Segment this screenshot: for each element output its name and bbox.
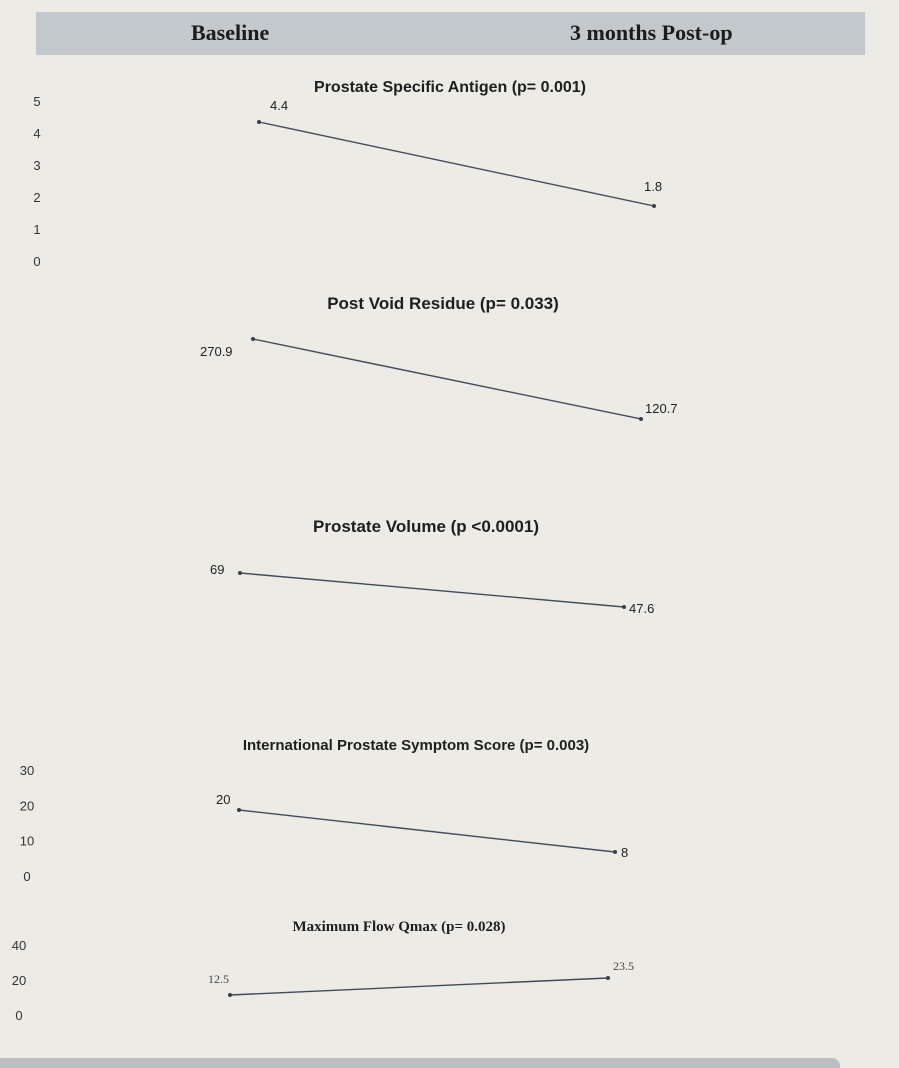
chart-4-y-tick-0: 0 <box>23 869 31 884</box>
chart-5-y-tick-0: 0 <box>15 1008 23 1023</box>
chart-5-label-postop: 23.5 <box>613 959 634 973</box>
chart-3-label-baseline: 69 <box>210 562 225 577</box>
chart-2-label-baseline: 270.9 <box>200 344 233 359</box>
chart-2-series-line <box>253 339 641 419</box>
chart-1-label-baseline: 4.4 <box>270 98 289 113</box>
header-baseline-label: Baseline <box>191 20 270 45</box>
chart-2-title: Post Void Residue (p= 0.033) <box>327 294 559 313</box>
chart-3-point-baseline <box>238 571 242 575</box>
chart-1-y-tick-2: 2 <box>33 190 41 205</box>
footer-bar <box>0 1058 840 1068</box>
chart-2-point-postop <box>639 417 643 421</box>
chart-1-y-tick-3: 3 <box>33 158 41 173</box>
header-postop-label: 3 months Post-op <box>570 20 733 45</box>
chart-5-y-tick-20: 20 <box>11 973 27 988</box>
chart-5-y-tick-40: 40 <box>11 938 27 953</box>
chart-3-point-postop <box>622 605 626 609</box>
chart-1-point-baseline <box>257 120 261 124</box>
chart-3-series-line <box>240 573 624 607</box>
chart-2-label-postop: 120.7 <box>645 401 678 416</box>
chart-4-y-tick-30: 30 <box>19 763 35 778</box>
chart-1-title: Prostate Specific Antigen (p= 0.001) <box>314 79 586 96</box>
chart-1-label-postop: 1.8 <box>644 179 663 194</box>
chart-3-title: Prostate Volume (p <0.0001) <box>313 517 539 536</box>
chart-4-point-postop <box>613 850 617 854</box>
chart-4-title: International Prostate Symptom Score (p= 0.003) <box>242 737 590 754</box>
chart-5-point-baseline <box>228 993 232 997</box>
chart-3-label-postop: 47.6 <box>629 601 655 616</box>
chart-4-y-tick-10: 10 <box>19 833 35 849</box>
chart-4-label-baseline: 20 <box>216 792 231 807</box>
chart-5-title: Maximum Flow Qmax (p= 0.028) <box>292 919 506 935</box>
chart-4-series-line <box>239 810 615 852</box>
chart-1-y-tick-4: 4 <box>33 126 41 141</box>
chart-2-point-baseline <box>251 337 255 341</box>
chart-5-label-baseline: 12.5 <box>208 972 229 986</box>
chart-1-y-tick-0: 0 <box>33 254 41 269</box>
chart-4-y-tick-20: 20 <box>19 798 35 814</box>
chart-4-label-postop: 8 <box>621 845 629 860</box>
chart-1-series-line <box>259 122 654 206</box>
chart-5-series-line <box>230 978 608 995</box>
chart-4-point-baseline <box>237 808 241 812</box>
chart-1-point-postop <box>652 204 656 208</box>
chart-5-point-postop <box>606 976 610 980</box>
chart-1-y-tick-1: 1 <box>33 222 41 237</box>
chart-1-y-tick-5: 5 <box>33 94 41 109</box>
